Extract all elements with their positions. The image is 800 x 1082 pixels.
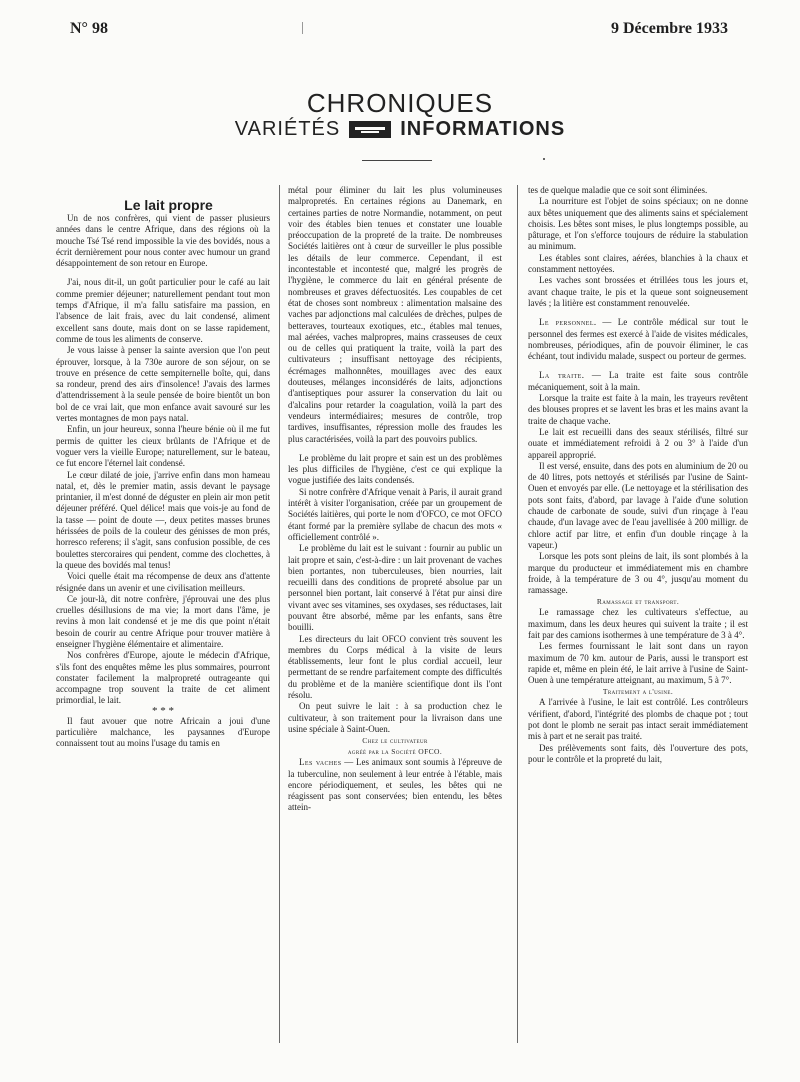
paragraph: A l'arrivée à l'usine, le lait est contrôlé. Les contrôleurs vérifient, d'abord, l'intégrité des plombs de chaque pot ; tout pot dont le plomb ne serait pas intact serait immédiatement mis à part et ne serait pas traité. xyxy=(528,697,748,742)
paragraph: Lorsque les pots sont pleins de lait, ils sont plombés à la marque du producteur et immédiatement mis en chambre froide, à la température de 3 ou 4°, jusqu'au moment du ramassage. xyxy=(528,551,748,596)
paragraph: tes de quelque maladie que ce soit sont éliminées. xyxy=(528,185,708,195)
masthead-dot xyxy=(543,158,545,160)
paragraph: Le problème du lait propre et sain est un des problèmes les plus difficiles de l'hygiène, c'est ce qui explique la vogue justifiée des laits condensés. xyxy=(288,452,502,486)
paragraph xyxy=(528,317,748,362)
paragraph: La nourriture est l'objet de soins spéciaux; on ne donne aux bêtes uniquement que des aliments sains et spécialement choisis. Les bêtes sont mises, le plus longtemps possible, au pâturage, et l'on s'efforce toujours de réduire la stabulation au minimum. xyxy=(528,196,748,252)
article-column-3 xyxy=(528,185,748,1075)
paragraph-text: . — Le contrôle médical sur tout le personnel des fermes est exercé à l'aide de visites médicales, nombreuses, périodiques, afin de pouvoir éliminer, le cas échéant, tout individu malade, suspect ou porteur de germes. xyxy=(528,317,748,362)
article-column-2 xyxy=(288,185,502,1075)
paragraph: Si notre confrère d'Afrique venait à Paris, il aurait grand intérêt à visiter l'organisation, créée par un groupement de Sociétés laitières, qui porte le nom d'OFCO, ce mot OFCO étant formé par la première syllabe de chacun des mots « officiellement contrôlé ». xyxy=(288,486,502,542)
paragraph: Les étables sont claires, aérées, blanchies à la chaux et constamment nettoyées. xyxy=(528,252,748,275)
paragraph: Il faut avouer que notre Africain a joui d'une particulière malchance, les paysannes d'Europe connaissent tout au moins l'usage du tamis en xyxy=(56,715,270,749)
subheading-line: Chez le cultivateur xyxy=(362,736,428,746)
paragraph: Nos confrères d'Europe, ajoute le médecin d'Afrique, s'ils font des enquêtes même les plus sommaires, pourront constater facilement la malpropreté outrageante qui accompagne trop souvent la traite de cet aliment primordial, le lait. xyxy=(56,650,270,706)
issue-date: 9 Décembre 1933 xyxy=(611,20,728,37)
run-in-label: La traite xyxy=(539,370,582,381)
paragraph: Le problème du lait est le suivant : fournir au public un lait propre et sain, c'est-à-dire : un lait provenant de vaches bien portantes, non tuberculeuses, bien nourries, lait recueilli dans des conditions de propreté absolue par un personnel bien portant, lait conservé à l'état pur ainsi dire vivant avec ses vitamines, ses oxydases, ses réductases, lait pouvant être absorbé, même par les enfants, sans être bouilli. xyxy=(288,543,502,633)
subheading-cultivateur xyxy=(288,735,502,757)
run-in-label: Le personnel xyxy=(539,317,594,328)
masthead-subtitle xyxy=(0,118,800,141)
article-headline: Le lait propre xyxy=(124,197,213,213)
column-rule-2 xyxy=(517,185,518,1043)
article-column-1 xyxy=(56,197,270,1075)
subheading-ramassage: Ramassage et transport. xyxy=(596,597,680,607)
paragraph: Les fermes fournissant le lait sont dans un rayon maximum de 70 km. autour de Paris, aussi le transport est rapide et, même en plein été, le lait arrive à l'usine de Saint-Ouen à une température atteignant, au maximum, 5 à 7°. xyxy=(528,641,748,686)
paragraph xyxy=(528,370,748,393)
masthead-rule xyxy=(362,160,432,161)
masthead-title: CHRONIQUES xyxy=(306,88,494,118)
paragraph: On peut suivre le lait : à sa production chez le cultivateur, à son traitement pour la livraison dans une usine spéciale à Saint-Ouen. xyxy=(288,701,502,734)
issue-number: N° 98 xyxy=(70,20,108,37)
paragraph-text: — Les animaux sont soumis à l'épreuve de la tuberculine, non seulement à leur entrée à l'étable, mais encore périodiquement, et seules, les bêtes qui ne réagissent pas sont conservées; bien entendu, les bêtes attein- xyxy=(288,757,502,813)
paragraph: Les vaches sont brossées et étrillées tous les jours et, avant chaque traite, le pis et la queue sont soigneusement lavés ; la litière est constamment renouvelée. xyxy=(528,275,748,308)
paragraph: Des prélèvements sont faits, dès l'ouverture des pots, pour le contrôle et la propreté du lait, xyxy=(528,742,748,764)
subheading-usine: Traitement a l'usine. xyxy=(602,687,674,697)
paragraph: Le cœur dilaté de joie, j'arrive enfin dans mon hameau natal, et, dès le premier matin, assis devant le paysage printanier, il m'est donné de déguster en plein air mon petit déjeuner préféré. Quel délice! mais que vois-je au fond de la tasse — point de doute —, deux petites masses brunes hérissées de poils de la couleur des génisses de mon prés, horresco referens; il s'agit, sans confusion possible, de ces boulettes stercoraires qui pendent, comme des clochettes, à la queue des bovidés mal tenus! xyxy=(56,469,270,570)
paragraph: Un de nos confrères, qui vient de passer plusieurs années dans le centre Afrique, dans des régions où la mouche Tsé Tsé rend impossible la vie des bovidés, nous a écrit dernièrement pour nous conter avec humour un grand désappointement de son retour en Europe. xyxy=(56,213,270,269)
masthead-left-word: VARIÉTÉS xyxy=(234,118,341,140)
subheading-line: agréé par la Société OFCO. xyxy=(347,747,443,757)
paragraph: métal pour éliminer du lait les plus volumineuses malpropretés. En certaines régions au Danemark, en certaines parties de notre Normandie, notamment, on peut voir des étables bien tenues et constater une louable préoccupation de la propreté de la traite. De nombreuses Sociétés laitières ont à cœur de surveiller le plus possible les détails de leur commerce. Cependant, il est incontestable et incontesté que, malgré les progrès de l'hygiène, le commerce du lait en général présente de nombreuses et graves défectuosités. Les coupables de cet état de choses sont nombreux : alimentation malsaine des vaches par adjonctions mal calculées de drèches, pulpes de betteraves, tourteaux exotiques, etc., étables mal tenues, mal aérées, vaches malpropres, mains crasseuses de ceux ou de celles qui pratiquent la traite, voilà la part des cultivateurs ; insuffisant nettoyage des récipients, écrémages malhonnêtes, mouillages avec des eaux douteuses, mélanges inconsidérés de laits, adjonctions d'antiseptiques pour assurer la conservation du lait ou d'alcalins pour retarder la coagulation, voilà la part des vendeurs intermédiaires; mesures de contrôle, trop tardives, insuffisantes, répression molle des fraudes les plus caractérisées, voilà la part des pouvoirs publics. xyxy=(288,185,502,444)
masthead-ornament-icon xyxy=(349,121,391,138)
column-rule-1 xyxy=(279,185,280,1043)
paragraph: J'ai, nous dit-il, un goût particulier pour le café au lait comme premier déjeuner; naturellement pendant tout mon temps d'Afrique, il m'a fallu satisfaire ma passion, en l'absence de lait frais, avec du lait condensé, aliment excellent sans doute, mais dont on se lasse rapidement, comme de tous les aliments de conserve. xyxy=(56,277,270,344)
paragraph: Il est versé, ensuite, dans des pots en aluminium de 20 ou de 40 litres, pots nettoyés et stérilisés par l'usine de Saint-Ouen et envoyés par elle. (Le nettoyage et la stérilisation des pots sont faits, d'abord, par lavage à l'aide d'une solution chaude de carbonate de soude, suivi d'un rinçage à l'eau chaude, d'un lavage avec de l'eau javellisée à 200 milligr. de chlore actif par litre, et enfin d'un double rinçage à la vapeur.) xyxy=(528,460,748,550)
paragraph: Lorsque la traite est faite à la main, les trayeurs revêtent des blouses propres et se lavent les bras et les mains avant la traite de chaque vache. xyxy=(528,393,748,426)
paragraph: Le lait est recueilli dans des seaux stérilisés, filtré sur ouate et immédiatement refroidi à 2 ou 3° à l'aide d'un appareil approprié. xyxy=(528,426,748,460)
run-in-label: Les vaches xyxy=(299,757,342,768)
paragraph xyxy=(288,757,502,813)
paragraph: Je vous laisse à penser la sainte aversion que l'on peut éprouver, lorsque, à la 730e aurore de son séjour, on se trouve en présence de cette sempiternelle boîte, qui, dans sa rondeur, prend des airs d'insolence! J'avais des larmes d'attendrissement à la seule pensée de boire bientôt un bon bol de ce vrai lait, que mon enfance avait savouré sur les vertes montagnes de mon pays natal. xyxy=(56,345,270,424)
paragraph: Ce jour-là, dit notre confrère, j'éprouvai une des plus cruelles désillusions de ma vie; la mort dans l'âme, je revins à mon lait condensé et je me dis que point n'était besoin de courir au centre Afrique pour trouver matière à enseigner l'hygiène élémentaire et alimentaire. xyxy=(56,593,270,649)
paragraph: Le ramassage chez les cultivateurs s'effectue, au maximum, dans les deux heures qui suivent la traite ; il est fait par des camions isothermes à une température de 3 à 4°. xyxy=(528,607,748,640)
masthead-right-word: INFORMATIONS xyxy=(400,118,566,140)
paragraph-text: . — La traite est faite sous contrôle mécaniquement, soit à la main. xyxy=(528,370,748,392)
paragraph: Les directeurs du lait OFCO convient très souvent les membres du Corps médical à la visite de leurs établissements, leur font le plus cordial accueil, leur permettant de se rendre parfaitement compte des difficultés du problème et de la manière scientifique dont ils l'ont résolu. xyxy=(288,633,502,701)
paragraph: Enfin, un jour heureux, sonna l'heure bénie où il me fut permis de quitter les cieux brûlants de l'Afrique et de voguer vers la vieille Europe; naturellement, sur le bateau, ce fut encore l'éternel lait condensé. xyxy=(56,424,270,469)
header-mark xyxy=(302,22,303,34)
section-asterism: * * * xyxy=(152,704,174,717)
paragraph: Voici quelle était ma récompense de deux ans d'attente résignée dans un avenir et une civilisation meilleurs. xyxy=(56,571,270,593)
